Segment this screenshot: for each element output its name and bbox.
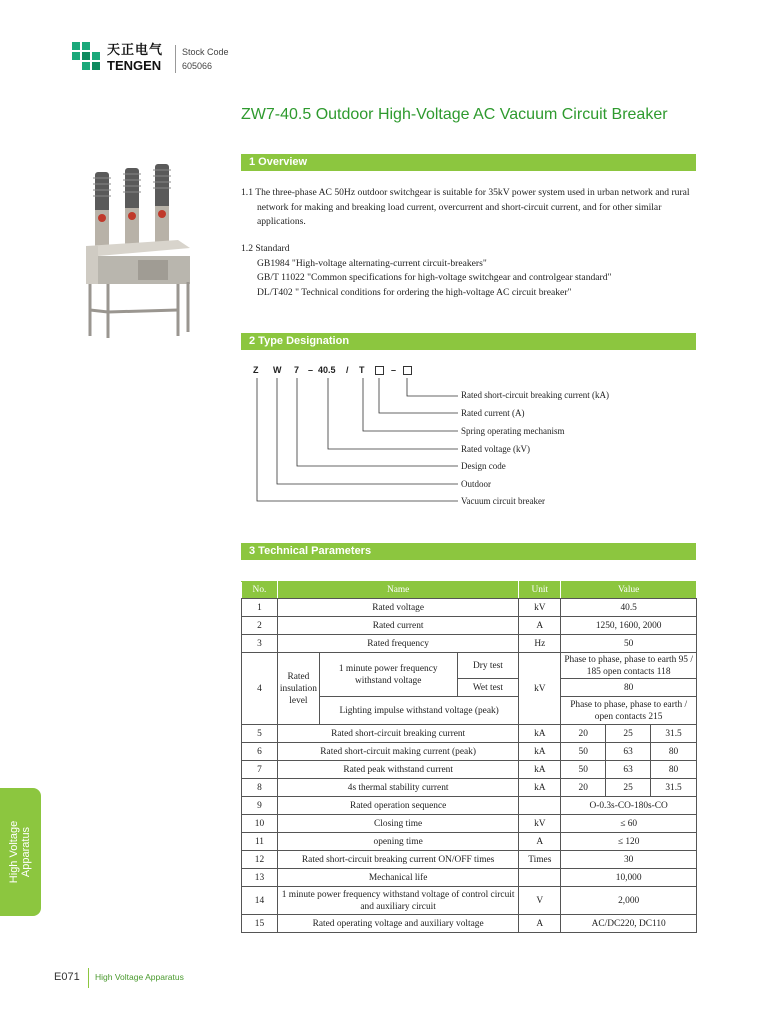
cell-name: Rated peak withstand current xyxy=(277,761,518,779)
cell-value: 40.5 xyxy=(561,599,697,617)
cell-no: 1 xyxy=(242,599,278,617)
header-no: No. xyxy=(242,582,278,599)
cell-wet-test: Wet test xyxy=(457,679,519,697)
cell-name: Rated operating voltage and auxiliary voltage xyxy=(277,915,518,933)
code-7: 7 xyxy=(294,365,300,375)
cell-value: 63 xyxy=(606,761,651,779)
designation-label: Design code xyxy=(461,461,506,471)
cell-value: 25 xyxy=(606,779,651,797)
code-dash: – xyxy=(308,365,314,375)
page-title: ZW7-40.5 Outdoor High-Voltage AC Vacuum Circuit Breaker xyxy=(241,106,668,123)
cell-value: 31.5 xyxy=(651,779,697,797)
cell-name: Rated voltage xyxy=(277,599,518,617)
standard-item: DL/T402 " Technical conditions for ordering the high-voltage AC circuit breaker" xyxy=(257,286,572,298)
cell-name: 4s thermal stability current xyxy=(277,779,518,797)
cell-value: 20 xyxy=(561,725,606,743)
cell-unit: kA xyxy=(519,725,561,743)
cell-name: Mechanical life xyxy=(277,869,518,887)
cell-unit: A xyxy=(519,833,561,851)
cell-name: Rated short-circuit breaking current ON/OFF times xyxy=(277,851,518,869)
cell-unit xyxy=(519,869,561,887)
cell-no: 9 xyxy=(242,797,278,815)
cell-no: 11 xyxy=(242,833,278,851)
cell-no: 4 xyxy=(242,653,278,725)
cell-no: 13 xyxy=(242,869,278,887)
cell-value: ≤ 120 xyxy=(561,833,697,851)
cell-unit: kV xyxy=(519,815,561,833)
side-tab-line: Apparatus xyxy=(20,826,32,878)
table-row xyxy=(242,797,697,815)
type-designation-heading: 2 Type Designation xyxy=(241,333,696,350)
designation-label: Rated voltage (kV) xyxy=(461,444,530,454)
cell-unit: A xyxy=(519,617,561,635)
technical-parameters-heading: 3 Technical Parameters xyxy=(241,543,696,560)
table-row xyxy=(242,635,697,653)
table-row xyxy=(242,779,697,797)
designation-label: Rated short-circuit breaking current (kA) xyxy=(461,390,609,400)
table-row xyxy=(242,761,697,779)
cell-impulse: Lighting impulse withstand voltage (peak) xyxy=(319,697,518,725)
standard-item: GB/T 11022 "Common specifications for high-voltage switchgear and controlgear standard" xyxy=(257,272,612,283)
side-tab-line: High Voltage xyxy=(8,820,20,884)
table-row xyxy=(242,851,697,869)
cell-unit: kA xyxy=(519,743,561,761)
cell-value: 80 xyxy=(651,743,697,761)
cell-name: Closing time xyxy=(277,815,518,833)
cell-unit: kA xyxy=(519,779,561,797)
designation-label: Vacuum circuit breaker xyxy=(461,496,545,506)
cell-unit: kV xyxy=(519,653,561,725)
header-name: Name xyxy=(277,582,518,599)
table-row xyxy=(242,743,697,761)
cell-unit: Times xyxy=(519,851,561,869)
cell-value: 50 xyxy=(561,635,697,653)
cell-name: Rated current xyxy=(277,617,518,635)
footer-divider xyxy=(88,968,89,988)
cell-unit xyxy=(519,797,561,815)
cell-value: 31.5 xyxy=(651,725,697,743)
cell-group: Rated insulation level xyxy=(277,653,319,725)
code-z: Z xyxy=(253,365,259,375)
designation-label: Outdoor xyxy=(461,479,491,489)
designation-label: Spring operating mechanism xyxy=(461,426,565,436)
cell-no: 2 xyxy=(242,617,278,635)
cell-value: 80 xyxy=(651,761,697,779)
cell-no: 7 xyxy=(242,761,278,779)
stock-code-value: 605066 xyxy=(182,61,213,71)
header-value: Value xyxy=(561,582,697,599)
footer-section-label: High Voltage Apparatus xyxy=(95,972,184,982)
cell-name: Rated frequency xyxy=(277,635,518,653)
cell-unit: kA xyxy=(519,761,561,779)
cell-value: 1250, 1600, 2000 xyxy=(561,617,697,635)
cell-value: 50 xyxy=(561,761,606,779)
table-row xyxy=(242,869,697,887)
cell-value: O-0.3s-CO-180s-CO xyxy=(561,797,697,815)
side-tab-label xyxy=(8,821,32,883)
cell-name: opening time xyxy=(277,833,518,851)
table-row xyxy=(242,833,697,851)
overview-text: 1.1 The three-phase AC 50Hz outdoor switchgear is suitable for 35kV power system used in urban network and rural network for making and breaking load current, overcurrent and short-circuit current, and for other similar applications. xyxy=(241,187,690,227)
cell-dry-test: Dry test xyxy=(457,653,519,679)
logo-english-name: TENGEN xyxy=(107,57,162,73)
cell-wet-value: 80 xyxy=(561,679,697,697)
overview-heading: 1 Overview xyxy=(241,154,696,171)
cell-value: 30 xyxy=(561,851,697,869)
standard-item: GB1984 "High-voltage alternating-current circuit-breakers" xyxy=(257,257,487,269)
table-row xyxy=(242,725,697,743)
cell-no: 15 xyxy=(242,915,278,933)
cell-unit: V xyxy=(519,887,561,915)
code-40-5: 40.5 xyxy=(318,365,336,375)
table-row xyxy=(242,653,697,679)
cell-value: 2,000 xyxy=(561,887,697,915)
stock-code-label: Stock Code xyxy=(182,47,229,57)
cell-unit: A xyxy=(519,915,561,933)
table-header-row xyxy=(242,582,697,599)
cell-pf-withstand: 1 minute power frequency withstand voltage xyxy=(319,653,457,697)
standard-heading: 1.2 Standard xyxy=(241,243,290,254)
cell-value: 20 xyxy=(561,779,606,797)
cell-name: 1 minute power frequency withstand voltage of control circuit and auxiliary circuit xyxy=(277,887,518,915)
cell-name: Rated short-circuit making current (peak) xyxy=(277,743,518,761)
cell-name: Rated short-circuit breaking current xyxy=(277,725,518,743)
code-slash: / xyxy=(346,365,349,375)
cell-no: 5 xyxy=(242,725,278,743)
cell-dry-value: Phase to phase, phase to earth 95 / 185 open contacts 118 xyxy=(561,653,697,679)
table-row xyxy=(242,815,697,833)
table-row xyxy=(242,887,697,915)
cell-no: 14 xyxy=(242,887,278,915)
code-dash-2: – xyxy=(391,365,397,375)
cell-value: AC/DC220, DC110 xyxy=(561,915,697,933)
cell-no: 12 xyxy=(242,851,278,869)
cell-value: 63 xyxy=(606,743,651,761)
cell-impulse-value: Phase to phase, phase to earth / open contacts 215 xyxy=(561,697,697,725)
cell-unit: kV xyxy=(519,599,561,617)
cell-value: ≤ 60 xyxy=(561,815,697,833)
cell-value: 50 xyxy=(561,743,606,761)
cell-no: 3 xyxy=(242,635,278,653)
cell-no: 6 xyxy=(242,743,278,761)
table-row xyxy=(242,915,697,933)
designation-label: Rated current (A) xyxy=(461,408,525,418)
table-row xyxy=(242,617,697,635)
logo-chinese-name: 天正电气 xyxy=(107,41,164,57)
page-number: E071 xyxy=(54,971,80,983)
cell-name: Rated operation sequence xyxy=(277,797,518,815)
code-w: W xyxy=(273,365,282,375)
technical-parameters-table xyxy=(241,581,697,933)
cell-no: 10 xyxy=(242,815,278,833)
table-row xyxy=(242,599,697,617)
code-t: T xyxy=(359,365,365,375)
cell-value: 10,000 xyxy=(561,869,697,887)
header-unit: Unit xyxy=(519,582,561,599)
cell-unit: Hz xyxy=(519,635,561,653)
cell-value: 25 xyxy=(606,725,651,743)
cell-no: 8 xyxy=(242,779,278,797)
